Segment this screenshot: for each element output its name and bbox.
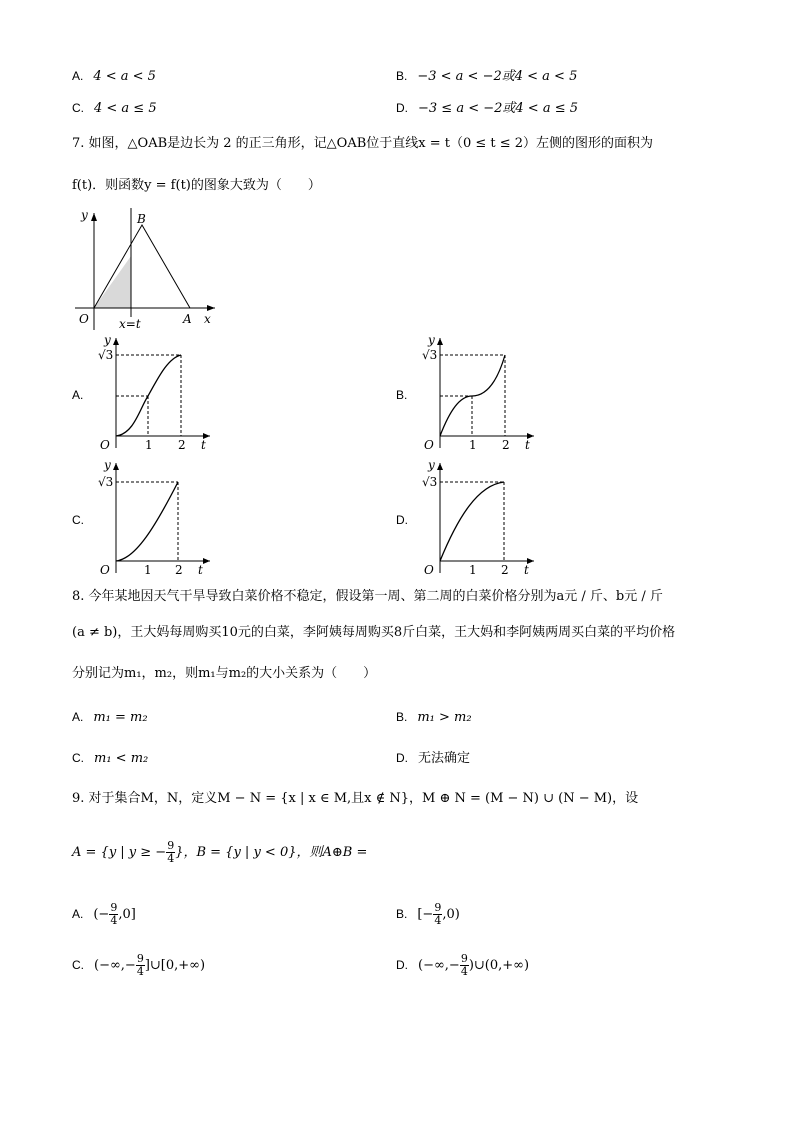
q6-option-c: C. 4 < a ≤ 5 — [72, 101, 157, 116]
q9-option-c-frac: $\frac{9}{4}$ — [136, 952, 144, 978]
q8-option-b: B. m₁ > m₂ — [396, 710, 472, 725]
q9-option-d: D. (−∞,− $\frac{9}{4}$ )∪(0,+∞) — [396, 952, 530, 978]
q8-option-a: A. m₁ = m₂ — [72, 710, 148, 725]
graph-d-o: O — [424, 563, 434, 575]
q9-option-b: B. [− $\frac{9}{4}$ ,0) — [396, 901, 460, 927]
graph-a-one: 1 — [145, 438, 153, 450]
main-line-label: x=t — [119, 317, 141, 331]
graph-b-top: √3 — [422, 348, 438, 362]
graph-d-two: 2 — [501, 563, 509, 575]
q6-option-a: A. 4 < a < 5 — [72, 69, 156, 84]
graph-c-curve — [116, 482, 178, 561]
graph-d-top: √3 — [422, 475, 438, 489]
q7-graph-a — [90, 330, 220, 450]
graph-c-one: 1 — [144, 563, 152, 575]
graph-a-y-arrow — [113, 338, 119, 345]
graph-a-y: y — [104, 333, 111, 347]
graph-a-top: √3 — [98, 348, 114, 362]
q9-option-b-frac: $\frac{9}{4}$ — [434, 901, 442, 927]
q7-stem-line2: f(t)．则函数y = f(t)的图象大致为（ ） — [72, 178, 321, 193]
graph-c-two: 2 — [175, 563, 183, 575]
q7-option-d-letter: D. — [396, 513, 408, 527]
graph-b-one: 1 — [469, 438, 477, 450]
graph-b-o: O — [424, 438, 434, 450]
q8-stem-line3: 分别记为m₁，m₂，则m₁与m₂的大小关系为（ ） — [72, 666, 377, 681]
main-x-label: x — [204, 312, 211, 326]
q9-option-d-frac: $\frac{9}{4}$ — [460, 952, 468, 978]
graph-a-o: O — [100, 438, 110, 450]
graph-c-o: O — [100, 563, 110, 575]
graph-b-two: 2 — [502, 438, 510, 450]
q8-option-c: C. m₁ < m₂ — [72, 751, 149, 766]
q9-option-a: A. (− $\frac{9}{4}$ ,0] — [72, 901, 136, 927]
graph-b-y-arrow — [437, 338, 443, 345]
q7-option-a-letter: A. — [72, 388, 84, 402]
graph-d-y: y — [428, 458, 435, 472]
shaded-region — [94, 256, 131, 308]
q9-stem-line2: A = {y | y ≥ − $\frac{9}{4}$ }，B = {y | y < 0}，则A⊕B = — [72, 839, 368, 865]
graph-c-top: √3 — [98, 475, 114, 489]
graph-d-t: t — [524, 563, 529, 575]
graph-a-two: 2 — [178, 438, 186, 450]
main-b-label: B — [137, 212, 146, 226]
graph-d-one: 1 — [469, 563, 477, 575]
main-o-label: O — [79, 312, 89, 326]
q8-option-d: D. 无法确定 — [396, 751, 471, 766]
q7-stem-line1: 7. 如图，△OAB是边长为 2 的正三角形，记△OAB位于直线x = t（0 ≤ t ≤ 2）左侧的图形的面积为 — [72, 136, 654, 151]
y-axis-arrow — [91, 213, 97, 221]
graph-a-t: t — [201, 438, 206, 450]
q9-fraction: $\frac{9}{4}$ — [167, 839, 175, 865]
q7-main-figure — [70, 205, 230, 335]
q8-stem-line2: (a ≠ b)，王大妈每周购买10元的白菜，李阿姨每周购买8斤白菜，王大妈和李阿姨两周买白菜的平均价格 — [72, 625, 676, 640]
graph-b-t: t — [525, 438, 530, 450]
main-a-label: A — [183, 312, 192, 326]
q7-graph-b — [414, 330, 544, 450]
q9-stem-line1: 9. 对于集合M，N，定义M − N = {x | x ∈ M,且x ∉ N}，M ⊕ N = (M − N) ∪ (N − M)，设 — [72, 791, 639, 806]
x-axis-arrow — [207, 305, 215, 311]
q6-option-b: B. −3 < a < −2或4 < a < 5 — [396, 69, 578, 84]
graph-c-t: t — [198, 563, 203, 575]
q6-option-d: D. −3 ≤ a < −2或4 < a ≤ 5 — [396, 101, 578, 116]
graph-c-y: y — [104, 458, 111, 472]
q7-option-b-letter: B. — [396, 388, 408, 402]
graph-c-y-arrow — [113, 463, 119, 470]
q8-stem-line1: 8. 今年某地因天气干旱导致白菜价格不稳定，假设第一周、第二周的白菜价格分别为a元 / 斤、b元 / 斤 — [72, 589, 663, 604]
graph-d-curve — [440, 482, 504, 561]
graph-d-y-arrow — [437, 463, 443, 470]
q7-graph-c — [90, 455, 220, 575]
q9-option-a-frac: $\frac{9}{4}$ — [110, 901, 118, 927]
q9-option-c: C. (−∞,− $\frac{9}{4}$ ]∪[0,+∞) — [72, 952, 206, 978]
q7-option-c-letter: C. — [72, 513, 84, 527]
graph-b-y: y — [428, 333, 435, 347]
graph-c-x-arrow — [203, 558, 210, 564]
q7-graph-d — [414, 455, 544, 575]
main-y-label: y — [81, 208, 88, 222]
